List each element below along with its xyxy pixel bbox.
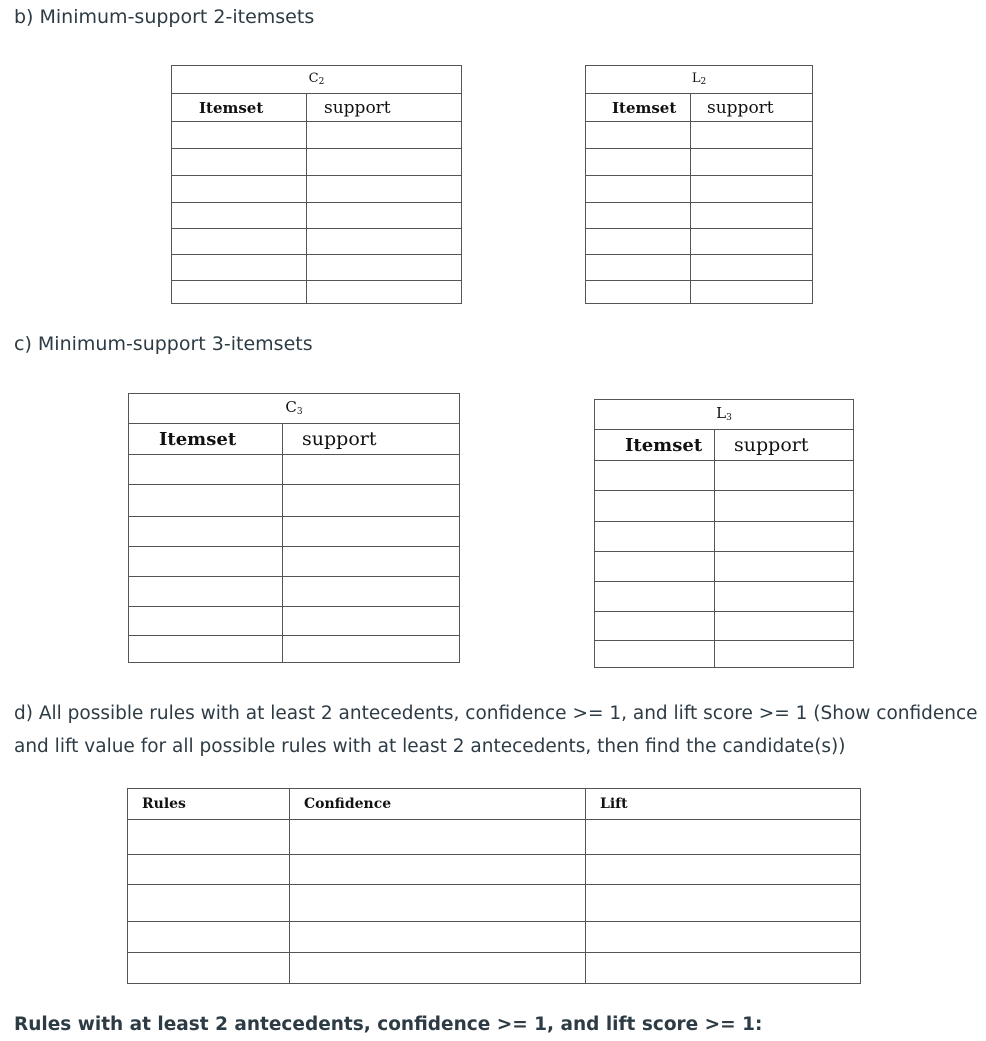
- table-row: [129, 607, 460, 636]
- empty-cell[interactable]: [129, 547, 283, 577]
- table-row: [172, 229, 462, 255]
- empty-cell[interactable]: [129, 485, 283, 517]
- empty-cell[interactable]: [691, 176, 813, 203]
- empty-cell[interactable]: [595, 552, 715, 582]
- empty-cell[interactable]: [691, 229, 813, 255]
- empty-cell[interactable]: [283, 577, 460, 607]
- empty-cell[interactable]: [129, 517, 283, 547]
- table-row: [595, 522, 854, 552]
- empty-cell[interactable]: [307, 255, 462, 281]
- empty-cell[interactable]: [172, 176, 307, 203]
- table-row: [129, 485, 460, 517]
- table-row: [129, 547, 460, 577]
- table-row: [595, 491, 854, 522]
- empty-cell[interactable]: [715, 582, 854, 612]
- empty-cell[interactable]: [307, 203, 462, 229]
- l2-caption-letter: L: [691, 71, 701, 86]
- empty-cell[interactable]: [283, 517, 460, 547]
- l2-caption: [586, 66, 813, 94]
- empty-cell[interactable]: [691, 255, 813, 281]
- empty-cell[interactable]: [290, 820, 586, 855]
- l3-caption-letter: L: [716, 404, 727, 422]
- empty-cell[interactable]: [715, 461, 854, 491]
- empty-cell[interactable]: [586, 203, 691, 229]
- empty-cell[interactable]: [691, 149, 813, 176]
- empty-cell[interactable]: [283, 636, 460, 663]
- c3-caption-letter: C: [285, 398, 297, 416]
- empty-cell[interactable]: [290, 922, 586, 953]
- table-row: [172, 255, 462, 281]
- table-row: [595, 552, 854, 582]
- empty-cell[interactable]: [595, 612, 715, 641]
- table-row: [586, 255, 813, 281]
- l2-header-support: support: [691, 94, 813, 122]
- l3-caption: [595, 400, 854, 430]
- section-c-heading: c) Minimum-support 3-itemsets: [14, 333, 313, 355]
- empty-cell[interactable]: [290, 953, 586, 984]
- table-row: [172, 176, 462, 203]
- empty-cell[interactable]: [129, 607, 283, 636]
- table-row: [586, 281, 813, 304]
- table-row: [129, 577, 460, 607]
- empty-cell[interactable]: [595, 641, 715, 668]
- empty-cell[interactable]: [715, 522, 854, 552]
- c2-table: [171, 65, 462, 304]
- c2-caption-sub: 2: [318, 77, 325, 87]
- empty-cell[interactable]: [129, 577, 283, 607]
- empty-cell[interactable]: [586, 281, 691, 304]
- empty-cell[interactable]: [128, 855, 290, 885]
- empty-cell[interactable]: [715, 641, 854, 668]
- table-row: [129, 517, 460, 547]
- table-row: [128, 855, 861, 885]
- empty-cell[interactable]: [595, 491, 715, 522]
- table-row: [586, 229, 813, 255]
- rules-table: [127, 788, 861, 984]
- empty-cell[interactable]: [128, 953, 290, 984]
- empty-cell[interactable]: [172, 281, 307, 304]
- table-row: [595, 612, 854, 641]
- empty-cell[interactable]: [595, 582, 715, 612]
- empty-cell[interactable]: [283, 547, 460, 577]
- empty-cell[interactable]: [586, 820, 861, 855]
- c2-caption: [172, 66, 462, 94]
- l3-header-itemset: Itemset: [595, 430, 715, 461]
- c3-header-support: support: [283, 424, 460, 455]
- empty-cell[interactable]: [586, 122, 691, 149]
- empty-cell[interactable]: [586, 229, 691, 255]
- table-row: [586, 122, 813, 149]
- table-row: [128, 922, 861, 953]
- l3-header-support: support: [715, 430, 854, 461]
- empty-cell[interactable]: [128, 820, 290, 855]
- empty-cell[interactable]: [595, 461, 715, 491]
- table-row: [172, 122, 462, 149]
- empty-cell[interactable]: [128, 885, 290, 922]
- table-row: [586, 203, 813, 229]
- empty-cell[interactable]: [172, 229, 307, 255]
- l2-table: [585, 65, 813, 304]
- table-row: [595, 461, 854, 491]
- table-row: [128, 820, 861, 855]
- empty-cell[interactable]: [586, 953, 861, 984]
- c3-caption-sub: 3: [296, 407, 303, 417]
- c2-caption-letter: C: [308, 71, 319, 86]
- empty-cell[interactable]: [307, 229, 462, 255]
- empty-cell[interactable]: [691, 203, 813, 229]
- c3-caption: [129, 394, 460, 424]
- empty-cell[interactable]: [128, 922, 290, 953]
- empty-cell[interactable]: [586, 922, 861, 953]
- c3-header-itemset: Itemset: [129, 424, 283, 455]
- table-row: [128, 953, 861, 984]
- empty-cell[interactable]: [307, 281, 462, 304]
- empty-cell[interactable]: [715, 552, 854, 582]
- empty-cell[interactable]: [172, 255, 307, 281]
- table-row: [172, 203, 462, 229]
- empty-cell[interactable]: [307, 122, 462, 149]
- empty-cell[interactable]: [307, 176, 462, 203]
- c3-table: [128, 393, 460, 663]
- empty-cell[interactable]: [172, 203, 307, 229]
- empty-cell[interactable]: [715, 612, 854, 641]
- table-row: [172, 149, 462, 176]
- table-row: [595, 641, 854, 668]
- empty-cell[interactable]: [715, 491, 854, 522]
- empty-cell[interactable]: [691, 281, 813, 304]
- empty-cell[interactable]: [172, 122, 307, 149]
- footer-rules-text: Rules with at least 2 antecedents, confidence >= 1, and lift score >= 1:: [14, 1014, 763, 1035]
- empty-cell[interactable]: [283, 485, 460, 517]
- empty-cell[interactable]: [586, 855, 861, 885]
- rules-header-lift: Lift: [586, 789, 861, 820]
- empty-cell[interactable]: [290, 855, 586, 885]
- table-row: [129, 636, 460, 663]
- empty-cell[interactable]: [307, 149, 462, 176]
- empty-cell[interactable]: [691, 122, 813, 149]
- table-row: [586, 149, 813, 176]
- l2-caption-sub: 2: [700, 77, 707, 87]
- empty-cell[interactable]: [586, 255, 691, 281]
- empty-cell[interactable]: [283, 607, 460, 636]
- empty-cell[interactable]: [586, 176, 691, 203]
- table-row: [586, 176, 813, 203]
- section-d-text: d) All possible rules with at least 2 antecedents, confidence >= 1, and lift score >= 1 (Show confidence and lift value for all possible rules with at least 2 antecedents, then find the candidate(s)): [14, 703, 978, 757]
- section-b-heading: b) Minimum-support 2-itemsets: [14, 6, 315, 28]
- empty-cell[interactable]: [129, 455, 283, 485]
- table-row: [129, 455, 460, 485]
- table-row: [128, 885, 861, 922]
- rules-header-confidence: Confidence: [290, 789, 586, 820]
- empty-cell[interactable]: [283, 455, 460, 485]
- c2-header-itemset: Itemset: [172, 94, 307, 122]
- empty-cell[interactable]: [586, 885, 861, 922]
- empty-cell[interactable]: [595, 522, 715, 552]
- empty-cell[interactable]: [290, 885, 586, 922]
- table-row: [172, 281, 462, 304]
- empty-cell[interactable]: [129, 636, 283, 663]
- rules-header-rules: Rules: [128, 789, 290, 820]
- l3-table: [594, 399, 854, 668]
- empty-cell[interactable]: [586, 149, 691, 176]
- empty-cell[interactable]: [172, 149, 307, 176]
- l2-header-itemset: Itemset: [586, 94, 691, 122]
- c2-header-support: support: [307, 94, 462, 122]
- l3-caption-sub: 3: [726, 413, 732, 423]
- table-row: [595, 582, 854, 612]
